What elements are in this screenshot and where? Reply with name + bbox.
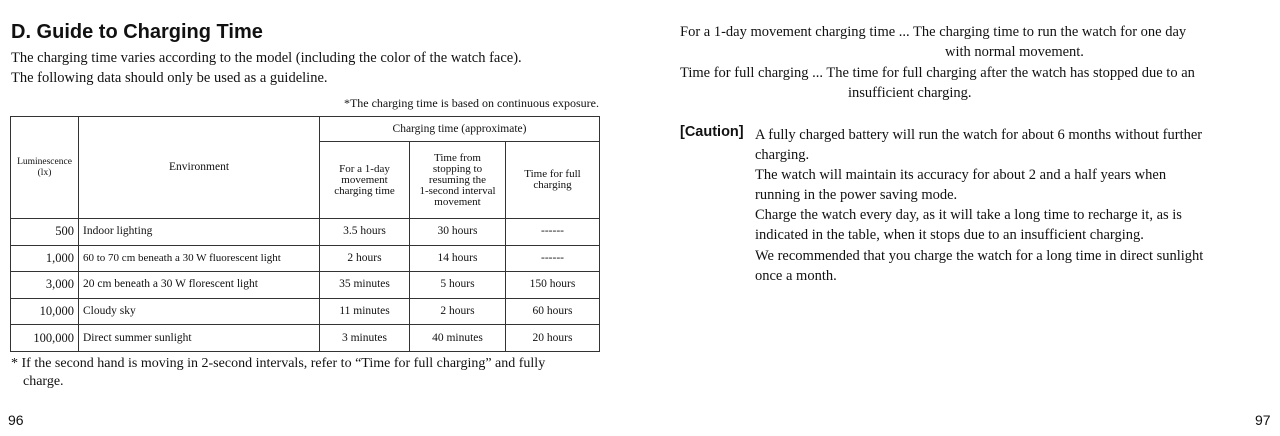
header-from-stop: Time from stopping to resuming the 1-second interval movement [410, 142, 506, 219]
definition-one-day-line-1: For a 1-day movement charging time ... The charging time to run the watch for one day [680, 24, 1187, 40]
lux-cell: 500 [11, 219, 79, 246]
one-day-cell: 11 minutes [320, 298, 410, 325]
from-stop-cell: 40 minutes [410, 325, 506, 352]
environment-cell: 60 to 70 cm beneath a 30 W fluorescent light [79, 245, 320, 272]
from-stop-cell: 14 hours [410, 245, 506, 272]
caution-text: A fully charged battery will run the watch for about 6 months without further charging. The watch will maintain its accuracy for about 2 and a half years when running in the power saving mode. Charge the watch every day, as it will take a long time to recharge it, as is indicated in the table, when it stops due to an insufficient charging. We recommended that you charge the watch for a long time in direct sunlight once a month. [755, 127, 1204, 284]
definition-full-line-1: Time for full charging ... The time for full charging after the watch has stopped due to an [680, 65, 1195, 81]
header-one-day: For a 1-day movement charging time [320, 142, 410, 219]
one-day-cell: 3 minutes [320, 325, 410, 352]
from-stop-cell: 30 hours [410, 219, 506, 246]
table-row [11, 325, 600, 352]
lux-cell: 3,000 [11, 272, 79, 299]
one-day-cell: 2 hours [320, 245, 410, 272]
table-row [11, 219, 600, 246]
caution-label: [Caution] [680, 124, 744, 140]
from-stop-cell: 5 hours [410, 272, 506, 299]
environment-cell: Direct summer sunlight [79, 325, 320, 352]
definition-one-day-line-2: with normal movement. [945, 44, 1084, 60]
header-full-charging: Time for full charging [506, 142, 600, 219]
header-charging-time-group: Charging time (approximate) [320, 117, 600, 142]
header-luminescence: Luminescence (lx) [11, 117, 79, 219]
environment-cell: 20 cm beneath a 30 W florescent light [79, 272, 320, 299]
page-number-right: 97 [1255, 412, 1271, 428]
environment-cell: Indoor lighting [79, 219, 320, 246]
full-charge-cell: 20 hours [506, 325, 600, 352]
charging-time-table [10, 116, 600, 352]
one-day-cell: 3.5 hours [320, 219, 410, 246]
table-row [11, 272, 600, 299]
full-charge-cell: ------ [506, 245, 600, 272]
intro-line-1: The charging time varies according to the model (including the color of the watch face). [11, 50, 522, 66]
one-day-cell: 35 minutes [320, 272, 410, 299]
page-number-left: 96 [8, 412, 24, 428]
lux-cell: 100,000 [11, 325, 79, 352]
full-charge-cell: 150 hours [506, 272, 600, 299]
section-heading: D. Guide to Charging Time [11, 21, 263, 43]
full-charge-cell: 60 hours [506, 298, 600, 325]
intro-line-2: The following data should only be used as a guideline. [11, 70, 328, 86]
exposure-note: *The charging time is based on continuous exposure. [343, 96, 599, 110]
table-row [11, 245, 600, 272]
lux-cell: 10,000 [11, 298, 79, 325]
lux-cell: 1,000 [11, 245, 79, 272]
header-environment: Environment [79, 117, 320, 219]
table-row [11, 298, 600, 325]
definition-full-line-2: insufficient charging. [848, 85, 972, 101]
full-charge-cell: ------ [506, 219, 600, 246]
footnote: * If the second hand is moving in 2-second intervals, refer to “Time for full charging” and fully charge. [11, 356, 546, 389]
from-stop-cell: 2 hours [410, 298, 506, 325]
environment-cell: Cloudy sky [79, 298, 320, 325]
